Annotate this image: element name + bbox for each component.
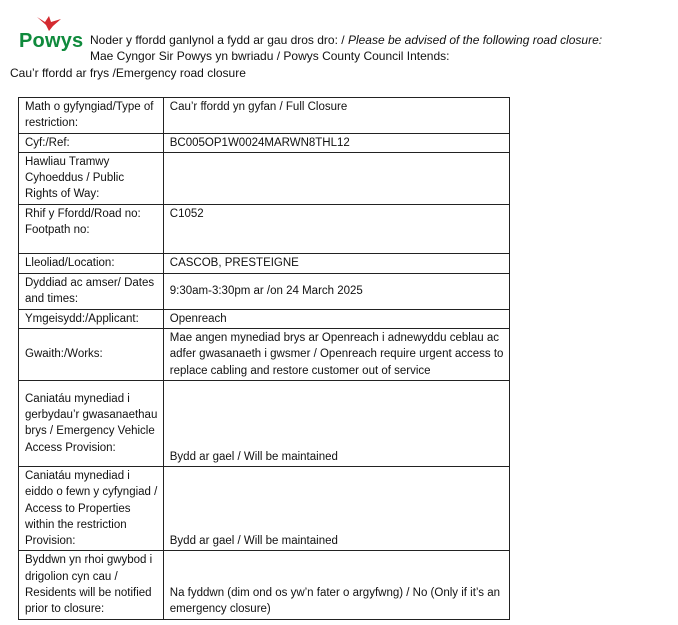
powys-logo [19, 14, 84, 54]
row-label: Rhif y Ffordd/Road no: Footpath no: [19, 204, 164, 253]
table-row [19, 380, 510, 466]
row-label: Caniatáu mynediad i eiddo o fewn y cyfyngiad / Access to Properties within the restriction Provision: [19, 466, 164, 550]
row-value: Openreach [163, 309, 509, 328]
row-label: Gwaith:/Works: [19, 329, 164, 381]
row-label: Math o gyfyngiad/Type of restriction: [19, 98, 164, 134]
table-row [19, 253, 510, 273]
row-value: C1052 [163, 204, 509, 253]
notice-line [90, 32, 602, 48]
row-label: Lleoliad/Location: [19, 253, 164, 273]
row-value: Na fyddwn (dim ond os yw’n fater o argyfwng) / No (Only if it’s an emergency closure) [163, 551, 509, 619]
row-value: 9:30am-3:30pm ar /on 24 March 2025 [163, 273, 509, 309]
logo-wordmark: Powys [19, 30, 84, 52]
row-value: Cau’r ffordd yn gyfan / Full Closure [163, 98, 509, 134]
table-row [19, 309, 510, 328]
row-label: Cyf:/Ref: [19, 133, 164, 152]
notice-welsh: Noder y ffordd ganlynol a fydd ar gau dros dro: / [90, 33, 348, 47]
table-row [19, 98, 510, 134]
notice-heading [90, 32, 602, 64]
row-value: CASCOB, PRESTEIGNE [163, 253, 509, 273]
row-label: Dyddiad ac amser/ Dates and times: [19, 273, 164, 309]
row-label: Ymgeisydd:/Applicant: [19, 309, 164, 328]
closure-type: Cau’r ffordd ar frys /Emergency road closure [10, 66, 246, 80]
row-label: Caniatáu mynediad i gerbydau’r gwasanaethau brys / Emergency Vehicle Access Provision: [19, 380, 164, 466]
table-row [19, 273, 510, 309]
restriction-table [18, 97, 510, 620]
row-value: Mae angen mynediad brys ar Openreach i adnewyddu ceblau ac adfer gwasanaeth i gwsmer / Openreach require urgent access to replace cabling and restore customer out of service [163, 329, 509, 381]
row-label: Byddwn yn rhoi gwybod i drigolion cyn cau / Residents will be notified prior to closure: [19, 551, 164, 619]
row-label: Hawliau Tramwy Cyhoeddus / Public Rights of Way: [19, 152, 164, 204]
table-row [19, 152, 510, 204]
table-row [19, 551, 510, 619]
row-value: BC005OP1W0024MARWN8THL12 [163, 133, 509, 152]
table-row [19, 329, 510, 381]
table-row [19, 466, 510, 550]
row-value: Bydd ar gael / Will be maintained [163, 380, 509, 466]
notice-english: Please be advised of the following road closure: [347, 33, 603, 47]
council-intends: Mae Cyngor Sir Powys yn bwriadu / Powys County Council Intends: [90, 49, 450, 63]
row-value: Bydd ar gael / Will be maintained [163, 466, 509, 550]
row-value [163, 152, 509, 204]
table-row [19, 204, 510, 253]
table-row [19, 133, 510, 152]
